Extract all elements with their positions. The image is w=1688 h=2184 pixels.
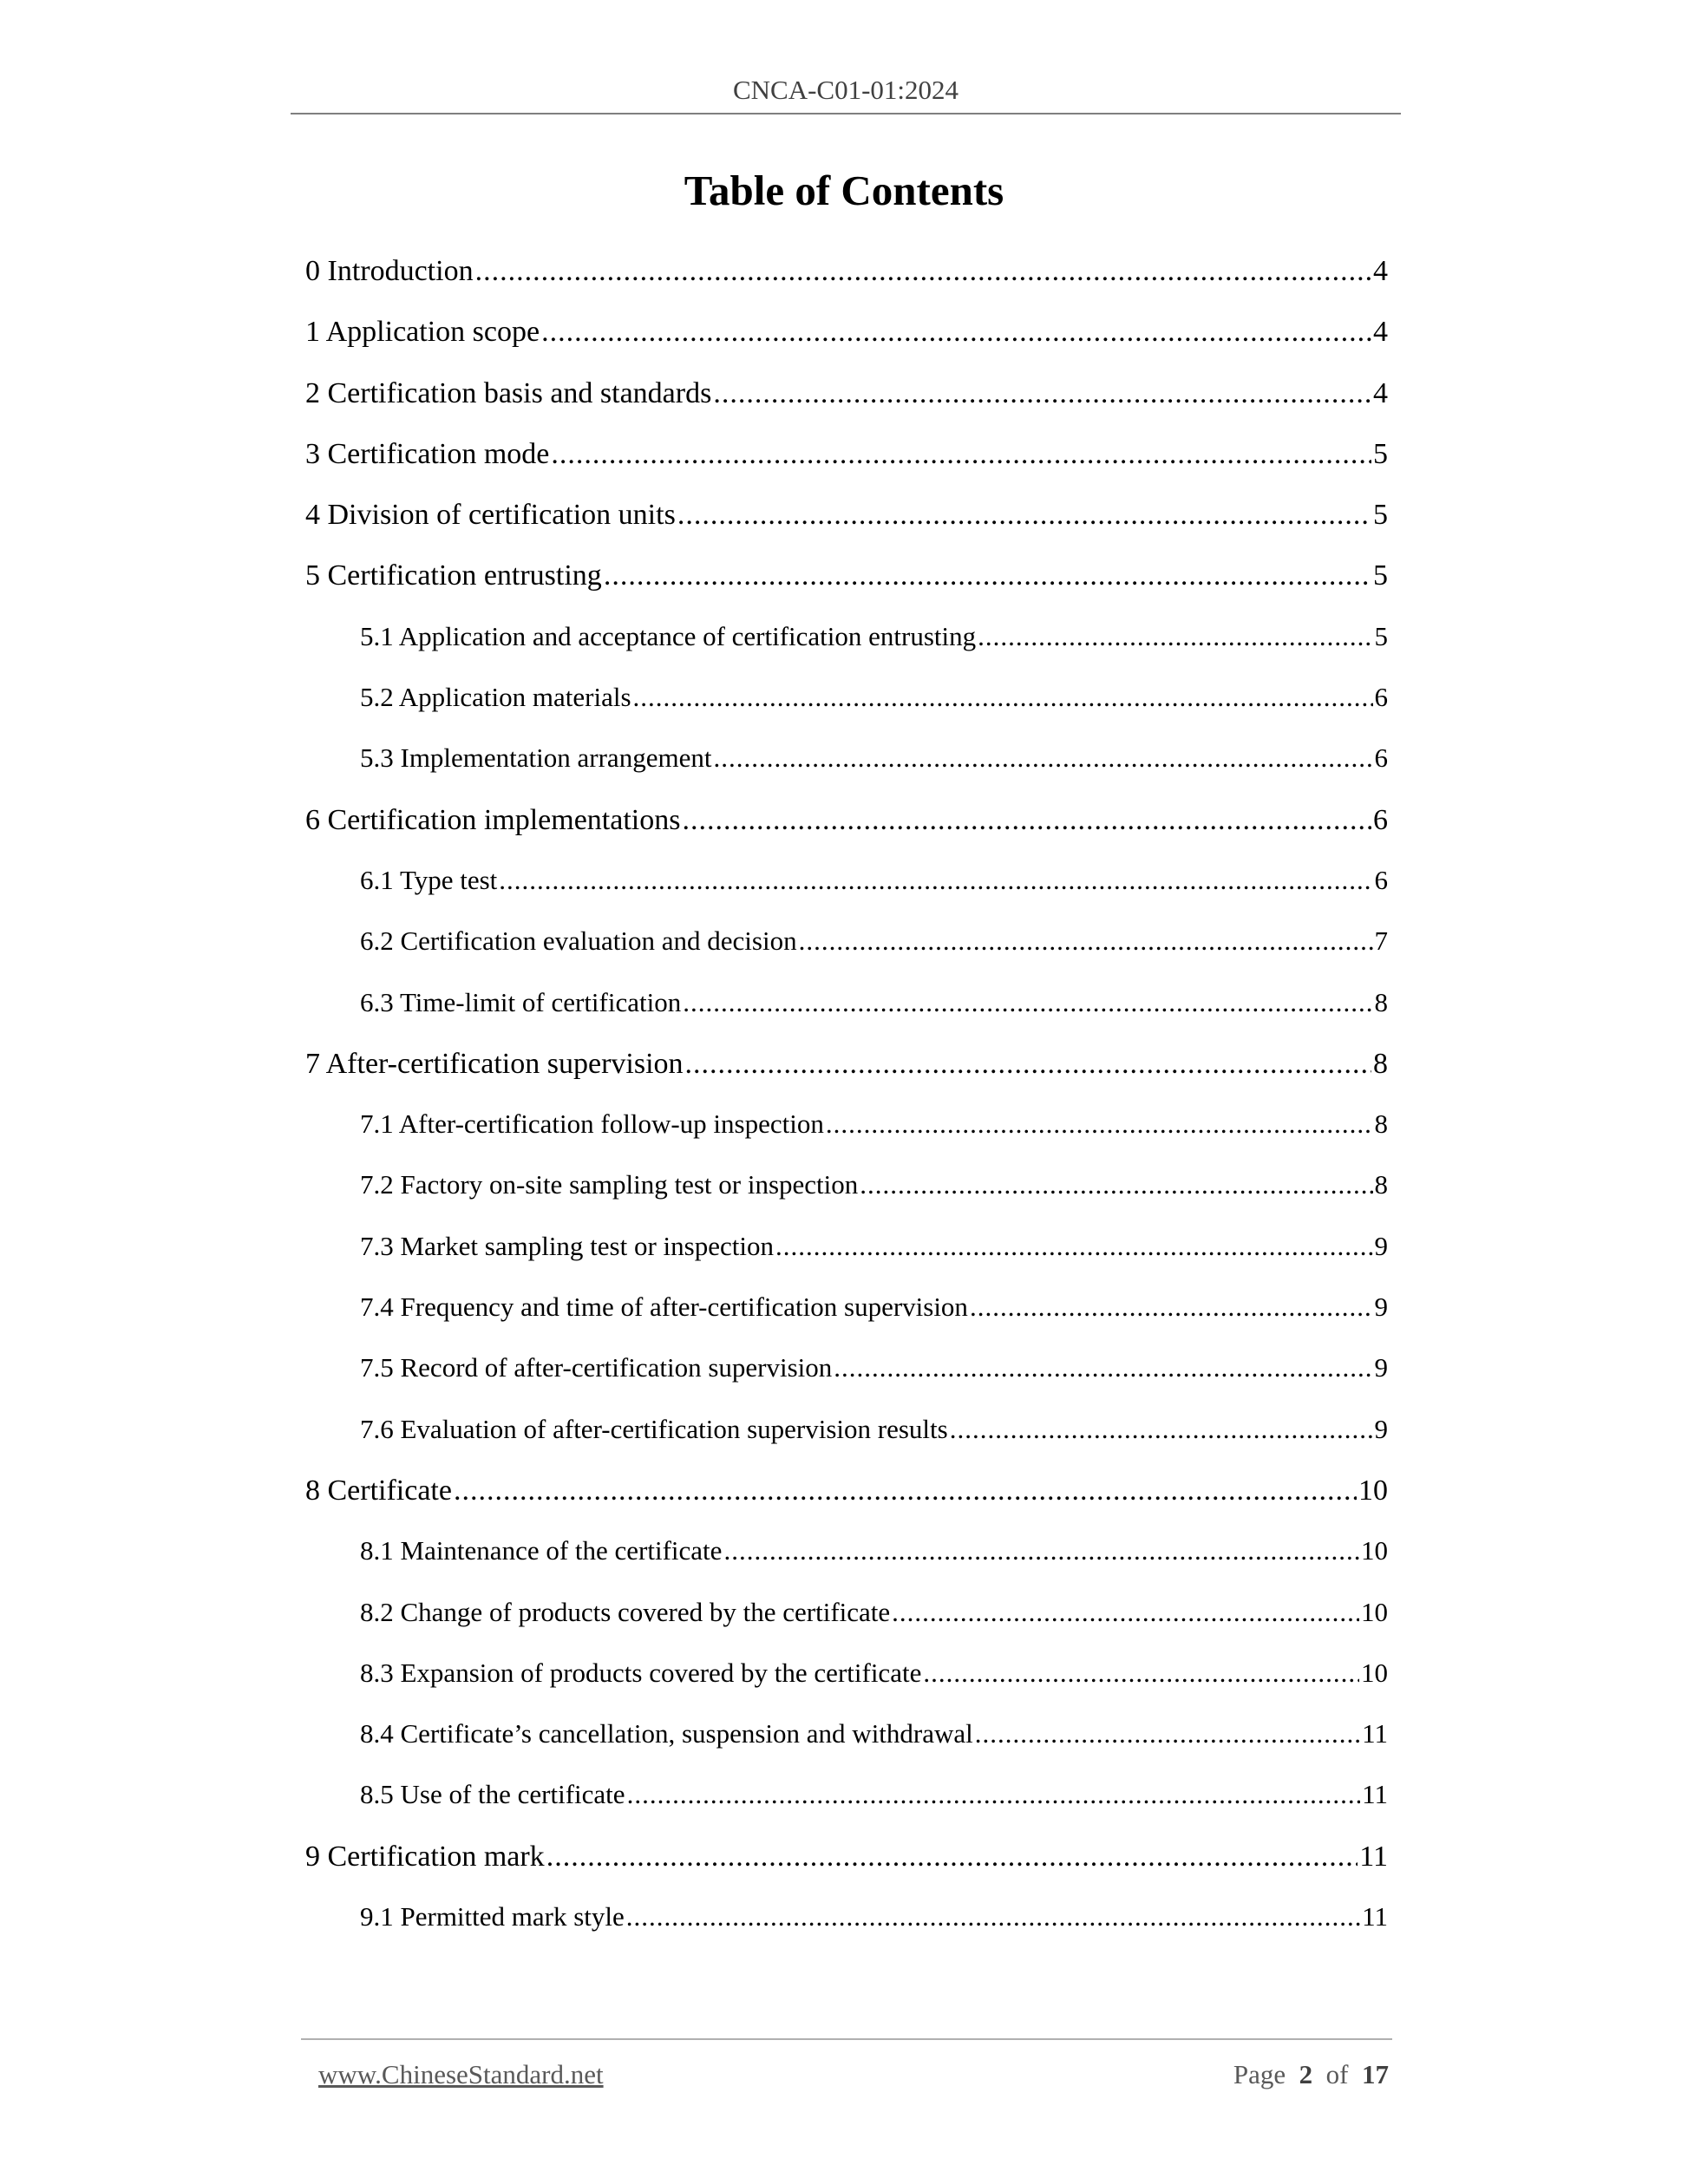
toc-entry-label: 5.3 Implementation arrangement	[360, 742, 712, 774]
dot-leader	[677, 499, 1371, 532]
dot-leader	[975, 1718, 1360, 1749]
toc-entry-label: 9.1 Permitted mark style	[360, 1901, 625, 1932]
toc-entry-page: 6	[1374, 742, 1388, 774]
page-header	[291, 73, 1401, 114]
toc-entry[interactable]	[305, 1779, 1388, 1840]
toc-entry[interactable]	[305, 1718, 1388, 1779]
toc-entry-page: 5	[1373, 559, 1388, 592]
toc-entry-page: 8	[1374, 986, 1388, 1017]
toc-entry-page: 8	[1374, 1108, 1388, 1140]
toc-entry[interactable]	[305, 804, 1388, 865]
page-title: Table of Contents	[684, 167, 1004, 214]
toc-entry[interactable]	[305, 1048, 1388, 1108]
dot-leader	[978, 621, 1372, 652]
toc-entry-page: 8	[1373, 1047, 1388, 1080]
toc-entry-label: 5.2 Application materials	[360, 682, 631, 713]
toc-entry-page: 11	[1362, 1718, 1388, 1749]
toc-entry[interactable]	[305, 1231, 1388, 1291]
website-link[interactable]: www.ChineseStandard.net	[318, 2059, 604, 2089]
toc-entry-page: 10	[1361, 1535, 1388, 1566]
toc-entry-page: 5	[1373, 499, 1388, 532]
toc-entry[interactable]	[305, 987, 1388, 1048]
toc-entry-label: 2 Certification basis and standards	[305, 376, 712, 409]
dot-leader	[950, 1414, 1373, 1445]
toc-entry[interactable]	[305, 682, 1388, 742]
toc-entry[interactable]	[305, 1108, 1388, 1169]
dot-leader	[713, 377, 1371, 410]
toc-entry-page: 9	[1374, 1413, 1388, 1444]
toc-entry[interactable]	[305, 499, 1388, 559]
toc-entry-page: 9	[1374, 1291, 1388, 1323]
toc-entry-label: 6.3 Time-limit of certification	[360, 986, 682, 1017]
toc-entry-label: 8.2 Change of products covered by the certificate	[360, 1596, 891, 1627]
dot-leader	[775, 1231, 1373, 1262]
toc-entry-page: 11	[1362, 1779, 1388, 1810]
dot-leader	[892, 1597, 1359, 1628]
table-of-contents	[305, 255, 1388, 1962]
toc-entry-label: 9 Certification mark	[305, 1840, 545, 1873]
dot-leader	[546, 1841, 1358, 1873]
toc-entry-page: 9	[1374, 1352, 1388, 1383]
dot-leader	[826, 1108, 1373, 1140]
toc-entry-label: 7.3 Market sampling test or inspection	[360, 1230, 774, 1261]
dot-leader	[923, 1658, 1359, 1689]
toc-entry-page: 10	[1358, 1474, 1388, 1507]
toc-entry-label: 0 Introduction	[305, 255, 474, 287]
toc-entry-label: 1 Application scope	[305, 316, 540, 349]
toc-entry[interactable]	[305, 1414, 1388, 1475]
dot-leader	[604, 559, 1371, 592]
toc-entry-page: 6	[1373, 803, 1388, 836]
dot-leader	[551, 438, 1371, 471]
toc-entry-page: 7	[1374, 925, 1388, 957]
toc-entry[interactable]	[305, 1841, 1388, 1901]
dot-leader	[541, 316, 1371, 349]
toc-entry-page: 10	[1361, 1657, 1388, 1688]
toc-entry[interactable]	[305, 925, 1388, 986]
toc-entry[interactable]	[305, 1169, 1388, 1230]
toc-entry-label: 7.6 Evaluation of after-certification supervision results	[360, 1413, 948, 1444]
toc-entry-label: 7.5 Record of after-certification supervision	[360, 1352, 833, 1383]
dot-leader	[454, 1475, 1357, 1507]
toc-entry[interactable]	[305, 742, 1388, 803]
toc-entry-page: 4	[1373, 376, 1388, 409]
dot-leader	[683, 987, 1372, 1018]
toc-entry-label: 7 After-certification supervision	[305, 1047, 684, 1080]
toc-entry[interactable]	[305, 438, 1388, 499]
dot-leader	[626, 1901, 1360, 1932]
toc-entry[interactable]	[305, 316, 1388, 376]
toc-entry[interactable]	[305, 621, 1388, 682]
toc-entry[interactable]	[305, 1535, 1388, 1596]
toc-entry[interactable]	[305, 255, 1388, 316]
toc-entry-label: 3 Certification mode	[305, 437, 550, 470]
toc-entry[interactable]	[305, 1291, 1388, 1352]
dot-leader	[633, 682, 1373, 713]
page-footer	[301, 2038, 1392, 2092]
toc-entry-label: 7.1 After-certification follow-up inspection	[360, 1108, 824, 1140]
toc-entry-label: 8.5 Use of the certificate	[360, 1779, 625, 1810]
toc-entry-page: 10	[1361, 1596, 1388, 1627]
dot-leader	[860, 1169, 1372, 1200]
toc-entry[interactable]	[305, 1901, 1388, 1962]
dot-leader	[834, 1352, 1372, 1383]
toc-entry-page: 8	[1374, 1169, 1388, 1200]
toc-entry-page: 11	[1359, 1840, 1388, 1873]
toc-entry-label: 7.2 Factory on-site sampling test or inspection	[360, 1169, 859, 1200]
dot-leader	[499, 865, 1372, 896]
dot-leader	[970, 1291, 1373, 1323]
toc-entry-page: 5	[1374, 620, 1388, 651]
dot-leader	[475, 255, 1371, 288]
toc-entry-label: 6.2 Certification evaluation and decision	[360, 925, 797, 957]
toc-entry-page: 6	[1374, 682, 1388, 713]
toc-entry-label: 8.3 Expansion of products covered by the certificate	[360, 1657, 922, 1688]
toc-entry-page: 9	[1374, 1230, 1388, 1261]
dot-leader	[627, 1779, 1361, 1810]
total-pages-number: 17	[1362, 2059, 1389, 2089]
dot-leader	[685, 1048, 1371, 1081]
toc-entry-page: 4	[1373, 316, 1388, 349]
toc-entry[interactable]	[305, 865, 1388, 925]
toc-entry[interactable]	[305, 1352, 1388, 1413]
current-page-number: 2	[1299, 2059, 1313, 2089]
toc-entry-label: 8 Certificate	[305, 1474, 452, 1507]
dot-leader	[713, 742, 1372, 774]
page-word: Page	[1233, 2059, 1286, 2089]
dot-leader	[682, 804, 1371, 837]
toc-entry-label: 6 Certification implementations	[305, 803, 681, 836]
toc-entry-label: 8.1 Maintenance of the certificate	[360, 1535, 723, 1566]
toc-entry[interactable]	[305, 1597, 1388, 1658]
toc-entry-page: 4	[1373, 255, 1388, 287]
toc-entry-page: 6	[1374, 864, 1388, 895]
dot-leader	[723, 1535, 1359, 1566]
page-number	[1233, 2059, 1389, 2090]
toc-entry-label: 6.1 Type test	[360, 864, 498, 895]
toc-entry[interactable]	[305, 1475, 1388, 1535]
toc-entry-page: 11	[1362, 1901, 1388, 1932]
toc-entry-label: 7.4 Frequency and time of after-certification supervision	[360, 1291, 968, 1323]
toc-entry[interactable]	[305, 377, 1388, 438]
of-word: of	[1325, 2059, 1349, 2089]
toc-entry-label: 4 Division of certification units	[305, 499, 676, 532]
toc-entry-page: 5	[1373, 437, 1388, 470]
toc-entry-label: 5 Certification entrusting	[305, 559, 602, 592]
toc-entry-label: 8.4 Certificate’s cancellation, suspension and withdrawal	[360, 1718, 973, 1749]
toc-entry[interactable]	[305, 559, 1388, 620]
toc-entry-label: 5.1 Application and acceptance of certification entrusting	[360, 620, 977, 651]
document-code: CNCA-C01-01:2024	[732, 75, 959, 105]
toc-entry[interactable]	[305, 1658, 1388, 1718]
dot-leader	[799, 925, 1373, 957]
